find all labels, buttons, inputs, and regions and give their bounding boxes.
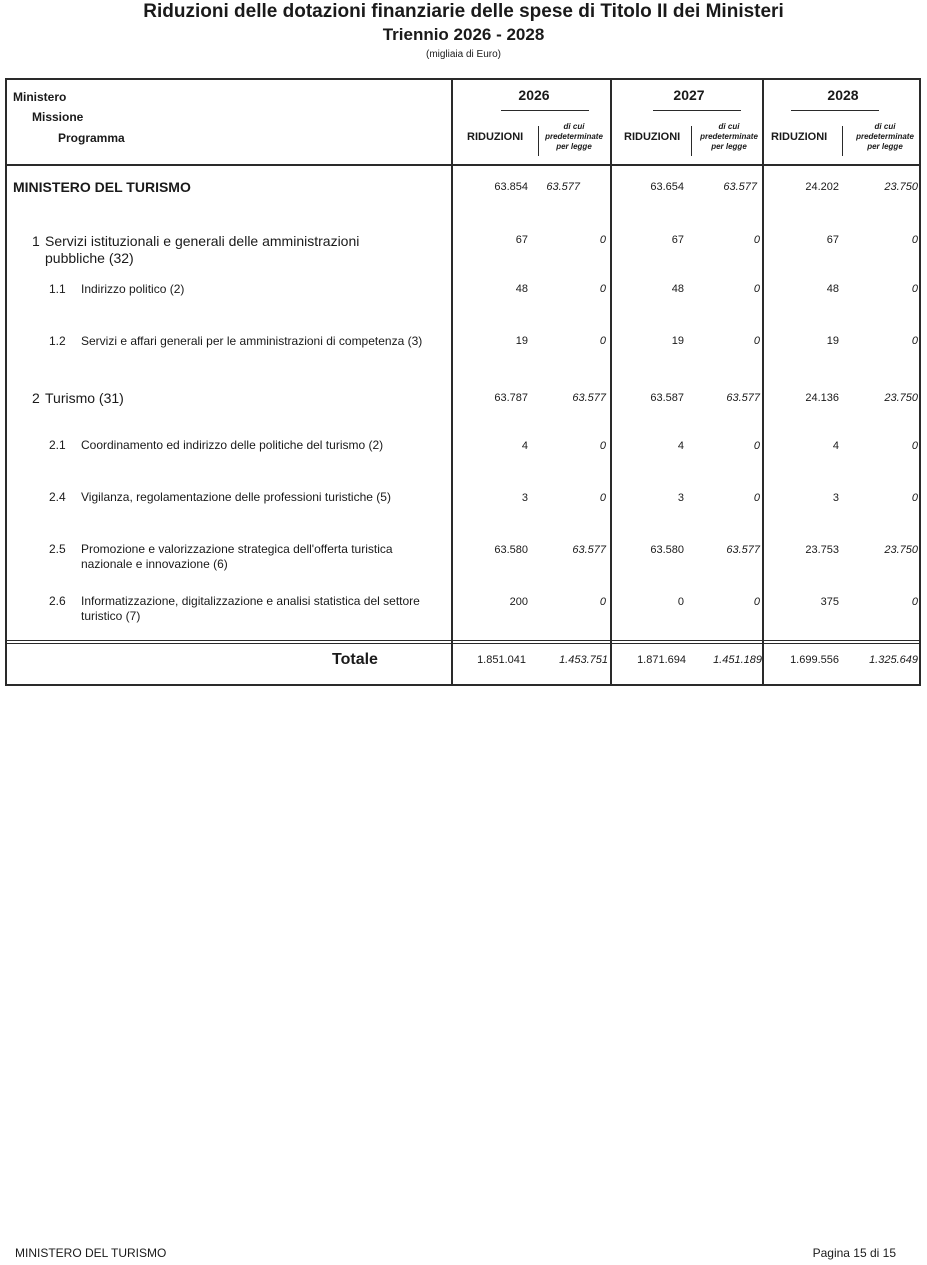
cell-rid-2026: 3 bbox=[521, 492, 528, 504]
header-riduzioni-2027: RIDUZIONI bbox=[624, 131, 681, 143]
row-label: Informatizzazione, digitalizzazione e analisi statistica del settore turistico (7) bbox=[81, 594, 420, 623]
cell-rid-2027: 19 bbox=[671, 335, 684, 347]
cell-pred-2028: 0 bbox=[911, 335, 918, 347]
cell-rid-2027: 63.580 bbox=[650, 544, 684, 556]
cell-pred-2028: 0 bbox=[911, 283, 918, 295]
cell-pred-2027: 63.577 bbox=[726, 392, 760, 404]
total-rid-2027: 1.871.694 bbox=[637, 654, 686, 666]
cell-pred-2026: 0 bbox=[599, 335, 606, 347]
row-number: 1 bbox=[32, 233, 40, 249]
cell-pred-2026: 0 bbox=[599, 234, 606, 246]
header-riduzioni-2028: RIDUZIONI bbox=[771, 131, 828, 143]
cell-pred-2026: 63.577 bbox=[572, 392, 606, 404]
header-dicui-2027: di cui predeterminate per legge bbox=[700, 122, 758, 151]
cell-pred-2026: 0 bbox=[599, 596, 606, 608]
cell-pred-2027: 0 bbox=[753, 335, 760, 347]
cell-pred-2027: 0 bbox=[753, 440, 760, 452]
cell-rid-2028: 3 bbox=[832, 492, 839, 504]
unit-note: (migliaia di Euro) bbox=[425, 49, 502, 60]
row-number: 2.6 bbox=[49, 594, 66, 608]
header-year-2027: 2027 bbox=[673, 87, 705, 103]
cell-rid-2028: 48 bbox=[826, 283, 839, 295]
cell-pred-2028: 23.750 bbox=[884, 392, 918, 404]
cell-rid-2026: 67 bbox=[515, 234, 528, 246]
cell-pred-2027: 63.577 bbox=[726, 544, 760, 556]
cell-pred-2026: 0 bbox=[599, 283, 606, 295]
cell-pred-2027: 0 bbox=[753, 492, 760, 504]
row-label: Coordinamento ed indirizzo delle politiche del turismo (2) bbox=[81, 438, 384, 452]
cell-pred-2027: 0 bbox=[753, 283, 760, 295]
header-ministero: Ministero bbox=[13, 90, 67, 104]
row-label: Promozione e valorizzazione strategica dell'offerta turistica nazionale e innovazione (6) bbox=[81, 542, 393, 571]
header-riduzioni-2026: RIDUZIONI bbox=[467, 131, 524, 143]
cell-pred-2028: 0 bbox=[911, 596, 918, 608]
row-number: 2.4 bbox=[49, 490, 66, 504]
cell-rid-2026: 4 bbox=[521, 440, 528, 452]
cell-rid-2027: 63.587 bbox=[650, 392, 684, 404]
cell-rid-2026: 19 bbox=[515, 335, 528, 347]
page-title: Riduzioni delle dotazioni finanziarie delle spese di Titolo II dei Ministeri bbox=[143, 1, 784, 22]
row-label: MINISTERO DEL TURISMO bbox=[13, 179, 191, 195]
cell-rid-2026: 200 bbox=[509, 596, 528, 608]
cell-rid-2028: 24.202 bbox=[805, 181, 839, 193]
row-label: Vigilanza, regolamentazione delle professioni turistiche (5) bbox=[81, 490, 391, 504]
cell-pred-2027: 63.577 bbox=[723, 181, 757, 193]
cell-rid-2027: 0 bbox=[677, 596, 684, 608]
cell-rid-2026: 63.854 bbox=[494, 181, 528, 193]
header-missione: Missione bbox=[32, 110, 84, 124]
row-label: Servizi istituzionali e generali delle amministrazioni pubbliche (32) bbox=[45, 233, 360, 266]
total-label: Totale bbox=[332, 651, 378, 668]
cell-rid-2028: 375 bbox=[820, 596, 839, 608]
total-rid-2028: 1.699.556 bbox=[790, 654, 839, 666]
cell-pred-2028: 0 bbox=[911, 492, 918, 504]
cell-rid-2027: 67 bbox=[671, 234, 684, 246]
cell-rid-2028: 23.753 bbox=[805, 544, 839, 556]
total-pred-2028: 1.325.649 bbox=[869, 654, 918, 666]
page-subtitle: Triennio 2026 - 2028 bbox=[382, 25, 545, 44]
footer-page-number: Pagina 15 di 15 bbox=[812, 1246, 896, 1260]
row-label: Turismo (31) bbox=[45, 390, 124, 406]
total-pred-2026: 1.453.751 bbox=[559, 654, 608, 666]
row-label: Indirizzo politico (2) bbox=[81, 282, 185, 296]
row-number: 2.1 bbox=[49, 438, 66, 452]
cell-rid-2027: 3 bbox=[677, 492, 684, 504]
cell-pred-2026: 0 bbox=[599, 440, 606, 452]
header-dicui-2028: di cui predeterminate per legge bbox=[856, 122, 914, 151]
cell-rid-2027: 48 bbox=[671, 283, 684, 295]
cell-pred-2026: 63.577 bbox=[546, 181, 580, 193]
header-programma: Programma bbox=[58, 131, 125, 145]
cell-rid-2026: 63.580 bbox=[494, 544, 528, 556]
cell-rid-2027: 63.654 bbox=[650, 181, 684, 193]
footer-ministry: MINISTERO DEL TURISMO bbox=[15, 1246, 167, 1260]
cell-pred-2026: 63.577 bbox=[572, 544, 606, 556]
cell-pred-2028: 23.750 bbox=[884, 181, 918, 193]
row-number: 1.2 bbox=[49, 334, 66, 348]
header-year-2026: 2026 bbox=[518, 87, 550, 103]
row-number: 1.1 bbox=[49, 282, 66, 296]
total-rid-2026: 1.851.041 bbox=[477, 654, 526, 666]
cell-rid-2028: 19 bbox=[826, 335, 839, 347]
cell-pred-2026: 0 bbox=[599, 492, 606, 504]
cell-pred-2028: 0 bbox=[911, 440, 918, 452]
header-year-2028: 2028 bbox=[827, 87, 859, 103]
cell-pred-2027: 0 bbox=[753, 596, 760, 608]
cell-rid-2026: 48 bbox=[515, 283, 528, 295]
cell-rid-2028: 24.136 bbox=[805, 392, 839, 404]
cell-rid-2026: 63.787 bbox=[494, 392, 528, 404]
cell-pred-2027: 0 bbox=[753, 234, 760, 246]
header-dicui-2026: di cui predeterminate per legge bbox=[545, 122, 603, 151]
cell-rid-2028: 4 bbox=[832, 440, 839, 452]
row-label: Servizi e affari generali per le amministrazioni di competenza (3) bbox=[81, 334, 423, 348]
cell-pred-2028: 23.750 bbox=[884, 544, 918, 556]
cell-rid-2028: 67 bbox=[826, 234, 839, 246]
row-number: 2.5 bbox=[49, 542, 66, 556]
cell-pred-2028: 0 bbox=[911, 234, 918, 246]
row-number: 2 bbox=[32, 390, 40, 406]
cell-rid-2027: 4 bbox=[677, 440, 684, 452]
total-pred-2027: 1.451.189 bbox=[713, 654, 762, 666]
